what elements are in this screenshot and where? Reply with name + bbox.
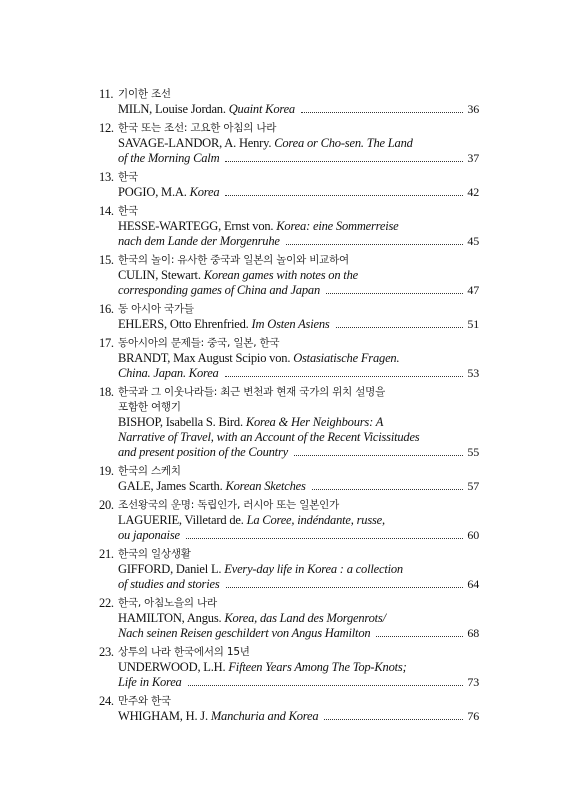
entry-number: 11.	[99, 87, 114, 101]
citation-line	[118, 317, 479, 332]
citation-line	[118, 102, 479, 117]
citation-line	[118, 219, 479, 234]
page-number: 73	[467, 675, 479, 689]
book-title: of the Morning Calm	[118, 151, 220, 165]
entry-number: 12.	[99, 121, 114, 135]
citation-line	[118, 415, 479, 430]
citation-text	[118, 562, 403, 576]
book-title: Korean games with notes on the	[203, 268, 358, 282]
citation-text	[118, 185, 219, 200]
toc-entry	[99, 121, 479, 166]
citation-line	[118, 283, 479, 298]
author-name: BRANDT, Max August Scipio von.	[118, 351, 291, 365]
citation-text	[118, 445, 288, 460]
toc-entry	[99, 170, 479, 200]
book-title: Narrative of Travel, with an Account of the Recent Vicissitudes	[118, 430, 420, 444]
toc-entry	[99, 498, 479, 543]
author-name: SAVAGE-LANDOR, A. Henry.	[118, 136, 272, 150]
book-title: Korea: eine Sommerreise	[276, 219, 399, 233]
korean-title: 한국	[118, 171, 138, 183]
author-name: LAGUERIE, Villetard de.	[118, 513, 244, 527]
citation-text	[118, 102, 295, 117]
citation-line	[118, 626, 479, 641]
citation-text	[118, 479, 306, 494]
korean-title: 동아시아의 문제들: 중국, 일본, 한국	[118, 337, 280, 349]
citation-text	[118, 611, 386, 625]
toc-entry	[99, 302, 479, 332]
korean-title: 한국과 그 이웃나라들: 최근 변천과 현재 국가의 위치 설명을	[118, 386, 386, 398]
page-number: 64	[467, 577, 479, 591]
author-name: GALE, James Scarth.	[118, 479, 223, 493]
entry-number: 16.	[99, 302, 114, 316]
page-number: 51	[467, 317, 479, 331]
korean-title: 한국의 일상생활	[118, 548, 191, 560]
citation-line	[118, 562, 479, 577]
book-title: Ostasiatische Fragen.	[293, 351, 400, 365]
dot-leader	[312, 489, 464, 490]
book-title: Every-day life in Korea : a collection	[224, 562, 403, 576]
citation-text	[118, 626, 370, 641]
toc-entry	[99, 253, 479, 298]
korean-title: 만주와 한국	[118, 695, 171, 707]
book-title: corresponding games of China and Japan	[118, 283, 320, 297]
korean-title: 포함한 여행기	[118, 401, 181, 413]
citation-text	[118, 317, 330, 332]
entry-number: 13.	[99, 170, 114, 184]
dot-leader	[225, 161, 463, 162]
page-number: 55	[467, 445, 479, 459]
korean-title: 조선왕국의 운명: 독립인가, 러시아 또는 일본인가	[118, 499, 340, 511]
toc-entry	[99, 464, 479, 494]
toc-entry	[99, 87, 479, 117]
author-name: EHLERS, Otto Ehrenfried.	[118, 317, 249, 331]
author-name: HAMILTON, Angus.	[118, 611, 222, 625]
citation-line	[118, 709, 479, 724]
author-name: CULIN, Stewart.	[118, 268, 201, 282]
citation-line	[118, 351, 479, 366]
citation-line	[118, 136, 479, 151]
dot-leader	[301, 112, 463, 113]
book-title: Korea	[189, 185, 220, 199]
entry-number: 15.	[99, 253, 114, 267]
toc-entry	[99, 694, 479, 724]
citation-line	[118, 185, 479, 200]
book-title: Fifteen Years Among The Top-Knots;	[228, 660, 407, 674]
entry-number: 14.	[99, 204, 114, 218]
page-number: 47	[467, 283, 479, 297]
dot-leader	[225, 195, 463, 196]
book-title: Nach seinen Reisen geschildert von Angus Hamilton	[118, 626, 371, 640]
dot-leader	[286, 244, 464, 245]
citation-text	[118, 415, 383, 429]
citation-text	[118, 151, 219, 166]
citation-text	[118, 366, 219, 381]
citation-text	[118, 513, 385, 527]
page-number: 37	[467, 151, 479, 165]
dot-leader	[376, 636, 463, 637]
book-title: China. Japan. Korea	[118, 366, 219, 380]
author-name: HESSE-WARTEGG, Ernst von.	[118, 219, 274, 233]
author-name: MILN, Louise Jordan.	[118, 102, 226, 116]
citation-line	[118, 611, 479, 626]
entry-number: 17.	[99, 336, 114, 350]
korean-title: 한국 또는 조선: 고요한 아침의 나라	[118, 122, 277, 134]
citation-line	[118, 675, 479, 690]
citation-line	[118, 513, 479, 528]
book-title: Quaint Korea	[228, 102, 295, 116]
toc-entry	[99, 547, 479, 592]
book-title: Manchuria and Korea	[210, 709, 319, 723]
citation-line	[118, 366, 479, 381]
korean-title: 한국의 놀이: 유사한 중국과 일본의 놀이와 비교하여	[118, 254, 349, 266]
book-title: and present position of the Country	[118, 445, 288, 459]
dot-leader	[294, 455, 463, 456]
toc-entry	[99, 645, 479, 690]
author-name: BISHOP, Isabella S. Bird.	[118, 415, 243, 429]
table-of-contents	[99, 87, 479, 728]
citation-text	[118, 675, 182, 690]
entry-number: 23.	[99, 645, 114, 659]
citation-text	[118, 219, 399, 233]
citation-text	[118, 136, 413, 150]
page-number: 76	[467, 709, 479, 723]
citation-line	[118, 479, 479, 494]
page-number: 36	[467, 102, 479, 116]
citation-line	[118, 234, 479, 249]
citation-line	[118, 577, 479, 592]
entry-number: 18.	[99, 385, 114, 399]
citation-line	[118, 430, 479, 445]
citation-text	[118, 660, 407, 674]
citation-text	[118, 709, 318, 724]
dot-leader	[324, 719, 463, 720]
book-title: Corea or Cho-sen. The Land	[274, 136, 413, 150]
toc-entry	[99, 336, 479, 381]
author-name: UNDERWOOD, L.H.	[118, 660, 226, 674]
author-name: GIFFORD, Daniel L.	[118, 562, 222, 576]
dot-leader	[188, 685, 464, 686]
citation-line	[118, 445, 479, 460]
toc-entry	[99, 596, 479, 641]
citation-text	[118, 430, 419, 444]
korean-title: 한국, 아침노을의 나라	[118, 597, 217, 609]
citation-text	[118, 268, 358, 282]
citation-line	[118, 528, 479, 543]
page-number: 60	[467, 528, 479, 542]
citation-text	[118, 577, 220, 592]
citation-text	[118, 234, 280, 249]
citation-text	[118, 283, 320, 298]
entry-number: 22.	[99, 596, 114, 610]
book-title: ou japonaise	[118, 528, 180, 542]
book-title: Im Osten Asiens	[251, 317, 330, 331]
dot-leader	[186, 538, 464, 539]
citation-line	[118, 268, 479, 283]
page-number: 68	[467, 626, 479, 640]
korean-title: 기이한 조선	[118, 88, 171, 100]
dot-leader	[336, 327, 464, 328]
korean-title: 한국의 스케치	[118, 465, 181, 477]
page-number: 45	[467, 234, 479, 248]
dot-leader	[226, 587, 464, 588]
page-number: 53	[467, 366, 479, 380]
book-title: Korea, das Land des Morgenrots/	[224, 611, 386, 625]
author-name: POGIO, M.A.	[118, 185, 187, 199]
citation-text	[118, 528, 180, 543]
toc-entry	[99, 385, 479, 460]
author-name: WHIGHAM, H. J.	[118, 709, 208, 723]
page-number: 42	[467, 185, 479, 199]
book-title: of studies and stories	[118, 577, 220, 591]
citation-line	[118, 151, 479, 166]
toc-entry	[99, 204, 479, 249]
korean-title: 상투의 나라 한국에서의 15년	[118, 646, 250, 658]
citation-line	[118, 660, 479, 675]
book-title: Life in Korea	[118, 675, 182, 689]
book-title: Korea & Her Neighbours: A	[245, 415, 384, 429]
citation-text	[118, 351, 399, 365]
book-title: La Coree, indéndante, russe,	[246, 513, 385, 527]
dot-leader	[326, 293, 463, 294]
book-title: Korean Sketches	[225, 479, 306, 493]
page-number: 57	[467, 479, 479, 493]
entry-number: 19.	[99, 464, 114, 478]
entry-number: 24.	[99, 694, 114, 708]
book-title: nach dem Lande der Morgenruhe	[118, 234, 280, 248]
korean-title: 한국	[118, 205, 138, 217]
dot-leader	[225, 376, 464, 377]
korean-title: 동 아시아 국가들	[118, 303, 194, 315]
entry-number: 20.	[99, 498, 114, 512]
entry-number: 21.	[99, 547, 114, 561]
